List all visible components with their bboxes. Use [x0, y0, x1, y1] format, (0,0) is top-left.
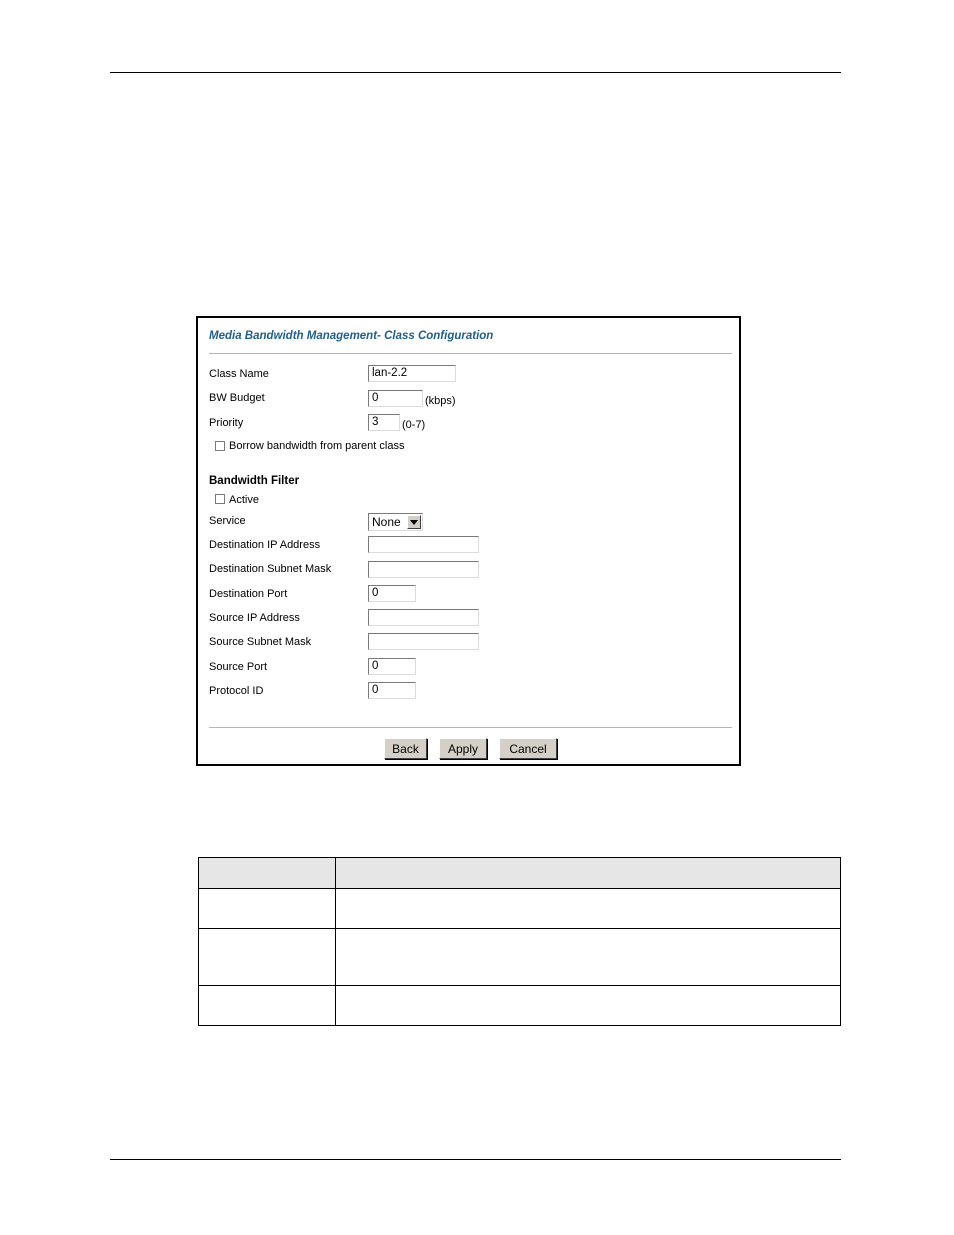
dest-ip-label: Destination IP Address — [209, 539, 321, 551]
class-config-screenshot — [196, 316, 741, 766]
src-port-label: Source Port — [209, 661, 268, 673]
protocol-id-label: Protocol ID — [209, 685, 264, 697]
table-header-cell — [199, 858, 336, 889]
borrow-label: Borrow bandwidth from parent class — [229, 440, 405, 452]
table-cell — [336, 986, 841, 1026]
priority-label: Priority — [209, 417, 244, 429]
apply-button[interactable]: Apply — [439, 738, 487, 759]
dest-port-label: Destination Port — [209, 588, 288, 600]
footer-rule — [110, 1159, 841, 1160]
service-select[interactable] — [368, 513, 423, 531]
table-header-row — [199, 858, 841, 889]
chevron-down-icon[interactable] — [407, 515, 421, 529]
dest-port-input[interactable]: 0 — [368, 585, 416, 602]
table-cell — [199, 986, 336, 1026]
bw-budget-label: BW Budget — [209, 392, 265, 404]
class-name-input[interactable]: lan-2.2 — [368, 365, 456, 382]
borrow-checkbox[interactable] — [215, 441, 225, 451]
table-cell — [336, 929, 841, 986]
class-name-label: Class Name — [209, 368, 269, 380]
src-mask-input[interactable] — [368, 633, 479, 650]
src-ip-input[interactable] — [368, 609, 479, 626]
service-label: Service — [209, 515, 246, 527]
bw-budget-unit: (kbps) — [425, 395, 456, 407]
protocol-id-input[interactable]: 0 — [368, 682, 416, 699]
table-row — [199, 889, 841, 929]
title-divider — [209, 353, 732, 354]
field-description-table — [198, 857, 841, 1026]
header-rule — [110, 72, 841, 73]
service-selected-value: None — [372, 515, 401, 529]
src-mask-label: Source Subnet Mask — [209, 636, 312, 648]
back-button[interactable]: Back — [384, 738, 427, 759]
src-ip-label: Source IP Address — [209, 612, 300, 624]
table-cell — [199, 929, 336, 986]
bw-budget-input[interactable]: 0 — [368, 390, 423, 407]
dest-mask-input[interactable] — [368, 561, 479, 578]
dest-mask-label: Destination Subnet Mask — [209, 563, 332, 575]
priority-input[interactable]: 3 — [368, 414, 400, 431]
src-port-input[interactable]: 0 — [368, 658, 416, 675]
table-cell — [336, 889, 841, 929]
bandwidth-filter-heading: Bandwidth Filter — [209, 475, 300, 487]
cancel-button[interactable]: Cancel — [499, 738, 557, 759]
table-row — [199, 929, 841, 986]
panel-title: Media Bandwidth Management- Class Configuration — [209, 330, 494, 342]
table-row — [199, 986, 841, 1026]
active-checkbox[interactable] — [215, 494, 225, 504]
button-divider — [209, 727, 732, 728]
dest-ip-input[interactable] — [368, 536, 479, 553]
active-label: Active — [229, 494, 259, 506]
priority-range: (0-7) — [402, 419, 426, 431]
table-header-cell — [336, 858, 841, 889]
table-cell — [199, 889, 336, 929]
